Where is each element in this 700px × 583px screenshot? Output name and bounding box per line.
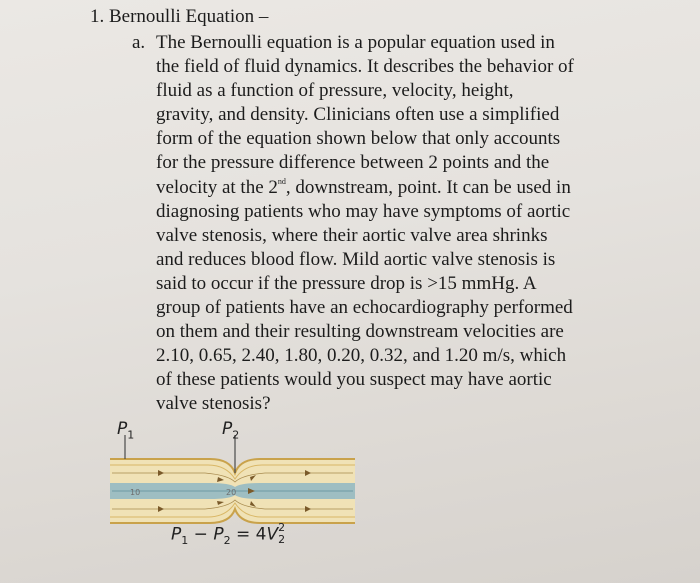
body-line-13: on them and their resulting downstream velocities are xyxy=(156,321,564,343)
body-line-5: form of the equation shown below that only accounts xyxy=(156,128,561,150)
item-marker: a. xyxy=(132,32,146,53)
body-line-10: and reduces blood flow. Mild aortic valve stenosis is xyxy=(156,248,556,270)
ordinal-superscript: nd xyxy=(277,176,286,186)
body-line-2: the field of fluid dynamics. It describes the behavior of xyxy=(156,56,574,78)
body-line-4: gravity, and density. Clinicians often use a simplified xyxy=(156,104,560,126)
body-line-7-before: velocity at the 2 xyxy=(156,176,278,198)
throat-marker: 20 xyxy=(226,488,237,497)
inlet-marker: 10 xyxy=(130,488,141,497)
body-line-3: fluid as a function of pressure, velocity, height, xyxy=(156,80,514,102)
body-line-15: of these patients would you suspect may have aortic xyxy=(156,369,552,391)
body-line-7 xyxy=(156,176,628,200)
bernoulli-formula: $P_1 - P_2 = 4V^2$ 2 xyxy=(171,521,286,548)
body-line-14: 2.10, 0.65, 2.40, 1.80, 0.20, 0.32, and 1.20 m/s, which xyxy=(156,345,567,367)
body-line-1: The Bernoulli equation is a popular equation used in xyxy=(156,32,555,53)
body-line-11: said to occur if the pressure drop is >15 mmHg. A xyxy=(156,272,537,294)
body-line-8: diagnosing patients who may have symptoms of aortic xyxy=(156,200,571,222)
question-heading: 1. Bernoulli Equation – xyxy=(90,6,269,27)
body-line-12: group of patients have an echocardiography performed xyxy=(156,297,573,319)
p2-label: $P_2$ xyxy=(222,419,240,442)
p1-label: $P_1$ xyxy=(117,419,135,442)
body-line-16: valve stenosis? xyxy=(156,393,271,415)
body-line-9: valve stenosis, where their aortic valve area shrinks xyxy=(156,224,548,246)
body-line-7-after: , downstream, point. It can be used in xyxy=(285,176,571,198)
question-body xyxy=(156,31,628,417)
body-line-6: for the pressure difference between 2 points and the xyxy=(156,152,550,174)
